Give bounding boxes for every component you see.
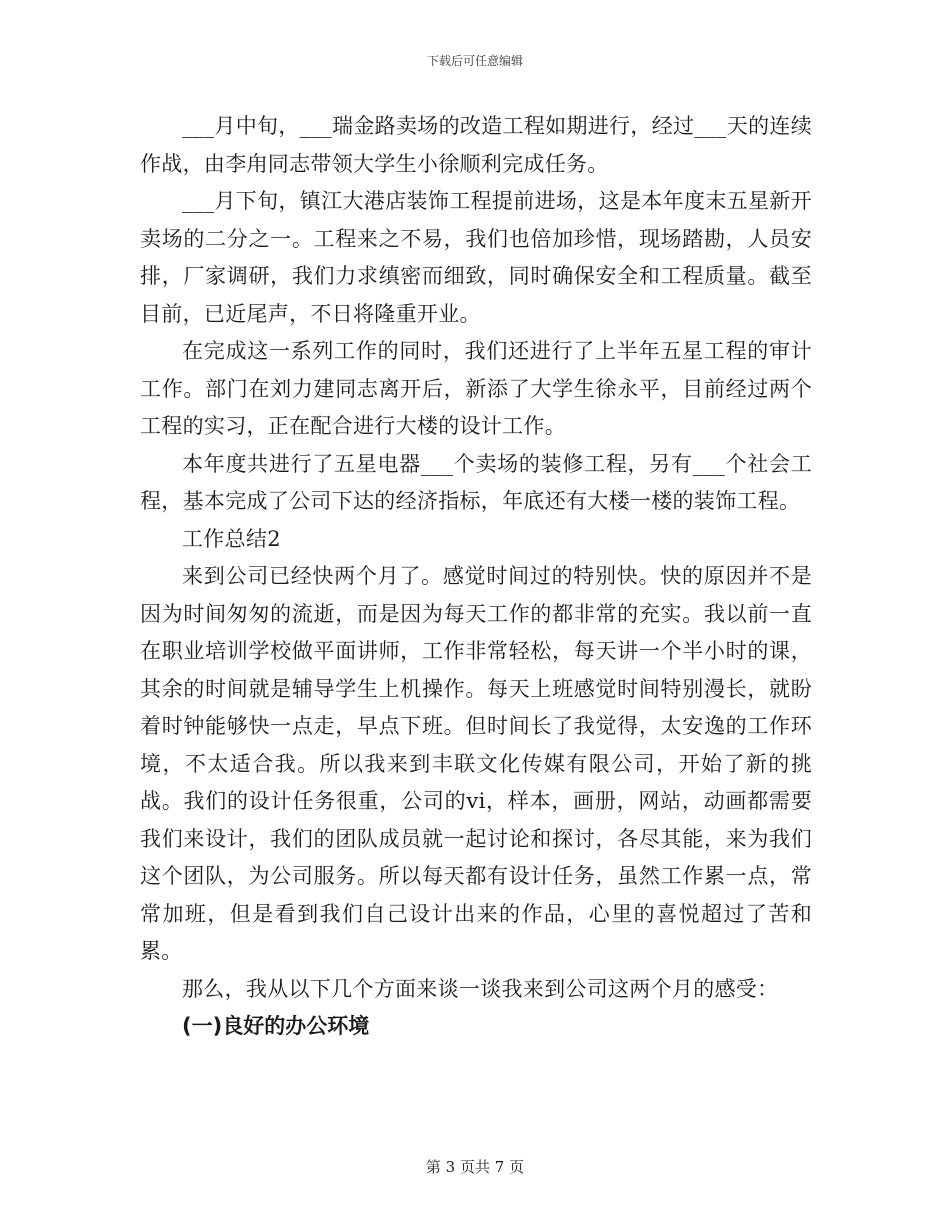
paragraph: 来到公司已经快两个月了。感觉时间过的特别快。快的原因并不是因为时间匆匆的流逝，而是因为每天工作的都非常的充实。我以前一直在职业培训学校做平面讲师，工作非常轻松，每天讲一个半小时的课，其余的时间就是辅导学生上机操作。每天上班感觉时间特别漫长，就盼着时钟能够快一点走，早点下班。但时间长了我觉得，太安逸的工作环境，不太适合我。所以我来到丰联文化传媒有限公司，开始了新的挑战。我们的设计任务很重，公司的vi，样本，画册，网站，动画都需要我们来设计，我们的团队成员就一起讨论和探讨，各尽其能，来为我们这个团队，为公司服务。所以每天都有设计任务，虽然工作累一点，常常加班，但是看到我们自己设计出来的作品，心里的喜悦超过了苦和累。 [140,564,812,963]
paragraph: 本年度共进行了五星电器___个卖场的装修工程，另有___个社会工程，基本完成了公司下达的经济指标，年底还有大楼一楼的装饰工程。 [140,451,812,513]
paragraph: ___月中旬，___瑞金路卖场的改造工程如期进行，经过___天的连续作战，由李甪同志带领大学生小徐顺利完成任务。 [140,114,812,176]
paragraph: ___月下旬，镇江大港店装饰工程提前进场，这是本年度末五星新开卖场的二分之一。工程来之不易，我们也倍加珍惜，现场踏勘，人员安排，厂家调研，我们力求缜密而细致，同时确保安全和工程质量。截至目前，已近尾声，不日将隆重开业。 [140,189,812,326]
document-body [140,108,812,1046]
paragraph: 那么，我从以下几个方面来谈一谈我来到公司这两个月的感受： [182,976,779,1001]
section-title: 工作总结2 [182,526,281,551]
page-footer: 第 3 页共 7 页 [425,1158,525,1176]
paragraph: 在完成这一系列工作的同时，我们还进行了上半年五星工程的审计工作。部门在刘力建同志离开后，新添了大学生徐永平，目前经过两个工程的实习，正在配合进行大楼的设计工作。 [140,339,812,438]
page-header: 下载后可任意编辑 [426,54,523,68]
section-heading: (一)良好的办公环境 [182,1014,370,1038]
